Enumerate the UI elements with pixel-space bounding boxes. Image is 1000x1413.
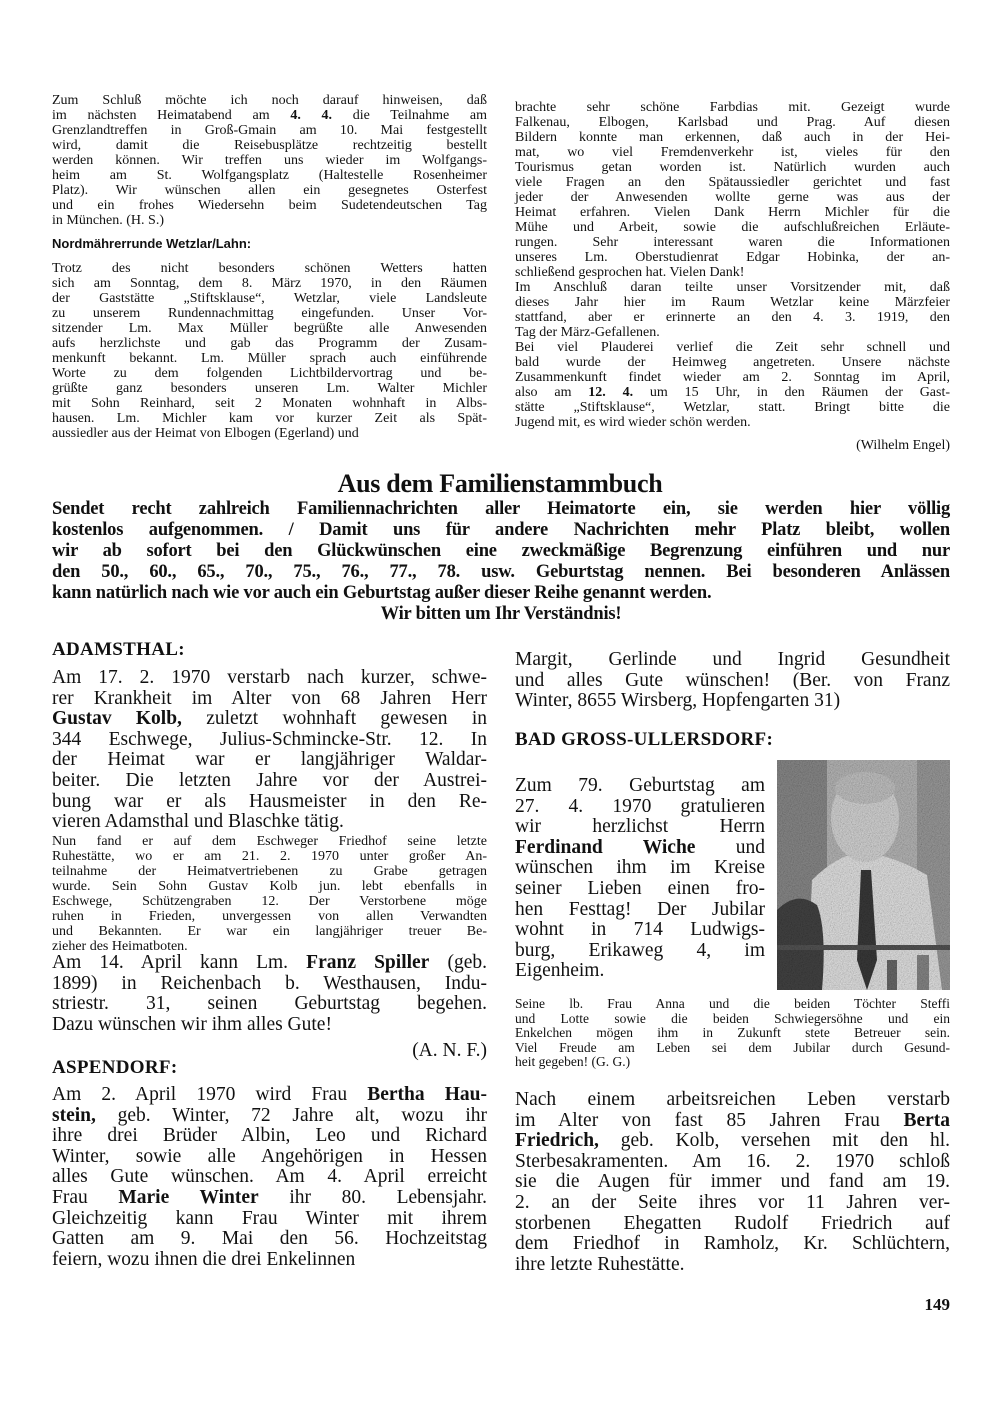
text-line: mit Sohn Reinhard, seit 2 Monaten wohnhaft in Albs- <box>52 396 487 411</box>
text-line: unseres Lm. Oberstudienrat Edgar Hobinka, der an- <box>515 250 950 265</box>
text-line: alles Gute wünschen. Am 4. April erreicht <box>52 1166 487 1188</box>
text-line: wird, damit die Reisebusplätze rechtzeitig bestellt <box>52 138 487 153</box>
text-line: Seine lb. Frau Anna und die beiden Töchter Steffi <box>515 996 950 1011</box>
text-segment: und <box>695 836 766 858</box>
text-line: Sterbesakramenten. Am 16. 2. 1970 schloß <box>515 1150 950 1172</box>
text-line: Trotz des nicht besonders schönen Wetters hatten <box>52 261 487 276</box>
text-line: hen Festtag! Der Jubilar <box>515 898 765 920</box>
text-line: aussiedler aus der Heimat von Elbogen (Egerland) und <box>52 426 359 441</box>
text-segment: geb. Kolb, versehen mit den hl. <box>598 1130 950 1152</box>
text-line: Mühe und Arbeit, sowie die aufschlußreichen Erläute- <box>515 220 950 235</box>
text-line: Eschwege, Schützengraben 12. Der Verstorbene möge <box>52 894 487 909</box>
text-line: und alles Gute wünschen! (Ber. von Franz <box>515 669 950 691</box>
text-line: vieren Adamsthal und Blaschke tätig. <box>52 811 344 833</box>
text-line: grüßte ganz besonders unseren Lm. Walter Michler <box>52 381 487 396</box>
notice-gustav-kolb-details <box>52 834 487 954</box>
text-line: dem Friedhof in Ramholz, Kr. Schlüchtern, <box>515 1233 950 1255</box>
text-line: seiner Lieben einen fro- <box>515 877 765 899</box>
text-line <box>515 838 765 859</box>
text-line: Zum 79. Geburtstag am <box>515 775 765 796</box>
bold-name: 4. 4. <box>290 108 333 123</box>
photo-caption <box>515 997 950 1070</box>
author-signature: (Wilhelm Engel) <box>856 438 950 453</box>
text-line <box>52 1188 487 1209</box>
place-heading-adamsthal: ADAMSTHAL: <box>52 639 185 660</box>
text-line: Winter, 8655 Wirsberg, Hopfengarten 31) <box>515 690 841 712</box>
text-line: wünschen ihm im Kreise <box>515 857 765 879</box>
text-line: Eigenheim. <box>515 960 605 982</box>
text-line: Bildern konnte man erkennen, daß auch in der Hei- <box>515 130 950 145</box>
text-line: Worte zu dem folgenden Lichtbildervortrag und be- <box>52 366 487 381</box>
text-line: und ein frohes Wiedersehn beim Sudetendeutschen Tag <box>52 198 487 213</box>
text-segment: (geb. <box>429 952 487 973</box>
text-line: sitzender Lm. Max Müller begrüßte alle Anwesenden <box>52 321 487 336</box>
notice-berta-friedrich <box>515 1090 950 1275</box>
notice-franz-spiller <box>52 953 487 1035</box>
text-line <box>52 709 487 730</box>
text-segment: also am <box>515 385 589 400</box>
bold-name: 12. 4. <box>588 385 634 400</box>
text-segment: geb. Winter, 72 Jahre alt, wozu ihr <box>95 1104 487 1126</box>
text-line: teilnahme der Heimatvertriebenen zu Grabe getragen <box>52 864 487 879</box>
text-line: und Lotte sowie die beiden Schwiegersöhne und ein <box>515 1010 950 1026</box>
article-closing-paragraph <box>52 93 487 228</box>
text-line: striestr. 31, seinen Geburtstag begehen. <box>52 993 487 1015</box>
text-line: jeder der Anwesenden wollte gerne was aus der <box>515 190 950 205</box>
text-line: und Bekannten. Er war ein langjähriger treuer Be- <box>52 924 487 939</box>
place-heading-aspendorf: ASPENDORF: <box>52 1057 178 1078</box>
text-line: Heimat erfahren. Vielen Dank Herrn Michler für die <box>515 205 950 220</box>
text-segment: im nächsten Heimatabend am <box>52 108 291 123</box>
text-line: stätte „Stiftsklause“, Wetzlar, statt. Bringt bitte die <box>515 400 950 415</box>
text-segment: die Teilnahme am <box>332 108 488 123</box>
text-line <box>515 1111 950 1132</box>
text-line: Bei viel Plauderei verlief die Zeit sehr schnell und <box>515 340 950 355</box>
text-line: Tag der März-Gefallenen. <box>515 325 660 340</box>
text-line: sich am Sonntag, dem 8. März 1970, in den Räumen <box>52 276 487 291</box>
text-line: Tourismus getan worden ist. Natürlich wurden auch <box>515 160 950 175</box>
text-line: viele Fragen an den Spätaussiedler gerichtet und fast <box>515 175 950 190</box>
author-signature: (A. N. F.) <box>412 1040 487 1061</box>
text-segment: Am 2. April 1970 wird Frau <box>52 1084 368 1105</box>
text-line: Am 17. 2. 1970 verstarb nach kurzer, schwe- <box>52 667 487 688</box>
notice-aspendorf-continued <box>515 650 950 712</box>
intro-notice <box>52 499 950 625</box>
text-line: heit gegeben! (G. G.) <box>515 1054 631 1069</box>
text-line <box>52 953 487 974</box>
text-line: rungen. Sehr interessant waren die Informationen <box>515 235 950 250</box>
text-line: hausen. Lm. Michler kam vor kurzer Zeit als Spät- <box>52 411 487 426</box>
text-line: wohnt in 714 Ludwigs- <box>515 919 765 941</box>
text-line: feiern, wozu ihnen die drei Enkelinnen <box>52 1248 356 1270</box>
article-wetzlar-right <box>515 100 950 430</box>
text-line: beiter. Die letzten Jahre vor der Austrei- <box>52 769 487 791</box>
text-line: Winter, sowie alle Angehörigen in Hessen <box>52 1145 487 1167</box>
text-line: Ruhestätte, wo er am 21. 2. 1970 unter großer An- <box>52 849 487 864</box>
text-line: kostenlos aufgenommen. / Damit uns für andere Nachrichten mehr Platz bleibt, wollen <box>52 520 950 540</box>
text-line <box>52 1085 487 1106</box>
text-line: Sendet recht zahlreich Familiennachrichten aller Heimatorte ein, sie werden hier völlig <box>52 499 950 519</box>
notice-aspendorf <box>52 1085 487 1270</box>
intro-closing: Wir bitten um Ihr Verständnis! <box>380 604 622 624</box>
text-line: Nach einem arbeitsreichen Leben verstarb <box>515 1089 950 1110</box>
text-line: sie die Augen für immer und fand am 19. <box>515 1171 950 1193</box>
text-line: schließend gesprochen hat. Vielen Dank! <box>515 265 745 280</box>
text-line <box>52 1106 487 1127</box>
text-line: wurde. Sein Sohn Gustav Kolb jun. lebt ebenfalls in <box>52 879 487 894</box>
bold-name: Bertha Hau- <box>367 1084 487 1105</box>
bold-name: stein, <box>52 1104 96 1126</box>
text-line: Gleichzeitig kann Frau Winter mit ihrem <box>52 1207 487 1229</box>
text-segment: Frau <box>52 1186 119 1208</box>
notice-ferdinand-wiche <box>515 776 765 982</box>
section-heading-nordmaehrerrunde: Nordmährerrunde Wetzlar/Lahn: <box>52 236 252 251</box>
text-segment: um 15 Uhr, in den Räumen der Gast- <box>633 385 951 400</box>
text-line: Gatten am 9. Mai den 56. Hochzeitstag <box>52 1228 487 1250</box>
text-line: rer Krankheit im Alter von 68 Jahren Herr <box>52 687 487 709</box>
text-line: der Heimat war er langjähriger Waldar- <box>52 749 487 771</box>
text-line: ihre letzte Ruhestätte. <box>515 1253 685 1275</box>
text-line: stattfand, aber er erinnerte an den 4. 3. 1919, den <box>515 310 950 325</box>
bold-name: Ferdinand Wiche <box>515 836 696 858</box>
place-heading-bad-gross-ullersdorf: BAD GROSS-ULLERSDORF: <box>515 729 774 750</box>
bold-name: Marie Winter <box>118 1186 259 1208</box>
text-segment: im Alter von fast 85 Jahren Frau <box>515 1109 904 1131</box>
text-line: Im Anschluß daran teilte unser Vorsitzender mit, daß <box>515 280 950 295</box>
intro-text <box>52 499 950 604</box>
text-line: Nun fand er auf dem Eschweger Friedhof seine letzte <box>52 834 487 849</box>
text-line: 1899) in Reichenbach b. Westhausen, Indu- <box>52 972 487 994</box>
text-line: kann natürlich nach wie vor auch ein Geburtstag außer dieser Reihe genannt werden. <box>52 583 712 603</box>
bold-name: Franz Spiller <box>306 952 430 973</box>
text-line: dieses Jahr hier im Raum Wetzlar keine Märzfeier <box>515 295 950 310</box>
notice-gustav-kolb <box>52 668 487 833</box>
text-line: storbenen Ehegatten Rudolf Friedrich auf <box>515 1212 950 1234</box>
text-line: Zusammenkunft findet wieder am 2. Sonntag im April, <box>515 370 950 385</box>
text-line: werden können. Wir treffen uns wieder im Wolfgangs- <box>52 153 487 168</box>
text-line: zieher des Heimatboten. <box>52 939 188 954</box>
text-segment: Am 14. April kann Lm. <box>52 952 307 973</box>
text-line: in München. (H. S.) <box>52 213 164 228</box>
text-line: der Gaststätte „Stiftsklause“, Wetzlar, viele Landsleute <box>52 291 487 306</box>
article-wetzlar-left <box>52 261 487 441</box>
text-line: menkunft bekannt. Lm. Müller sprach auch einführende <box>52 351 487 366</box>
text-line: Margit, Gerlinde und Ingrid Gesundheit <box>515 649 950 670</box>
text-line: mat, wo viel Fremdenverkehr ist, vieles für den <box>515 145 950 160</box>
bold-name: Friedrich, <box>515 1130 599 1152</box>
bold-name: Berta <box>903 1109 950 1131</box>
portrait-photo <box>777 760 950 990</box>
text-line: zu unserem Rundennachmittag eingefunden. Unser Vor- <box>52 306 487 321</box>
text-line: ihre drei Brüder Albin, Leo und Richard <box>52 1125 487 1147</box>
text-line: heim am St. Wolfgangsplatz (Haltestelle Rosenheimer <box>52 168 487 183</box>
text-segment: zuletzt wohnhaft gewesen in <box>181 708 487 730</box>
text-line: 344 Eschwege, Julius-Schmincke-Str. 12. In <box>52 728 487 750</box>
text-line: Dazu wünschen wir ihm alles Gute! <box>52 1013 332 1035</box>
text-line: Platz). Wir wünschen allen ein gesegnetes Osterfest <box>52 183 487 198</box>
text-line: Viel Freude am Leben sei dem Jubilar durch Gesund- <box>515 1039 950 1055</box>
text-line: wir herzlichst Herrn <box>515 816 765 838</box>
text-line <box>515 385 950 400</box>
page-title: Aus dem Familienstammbuch <box>337 469 663 498</box>
text-line: Grenzlandtreffen in Groß-Gmain am 10. Mai festgestellt <box>52 123 487 138</box>
text-line: Falkenau, Elbogen, Karlsbad und Prag. Auf diesen <box>515 115 950 130</box>
bold-name: Gustav Kolb, <box>52 708 182 730</box>
text-line: ruhen in Frieden, unvergessen von allen Verwandten <box>52 909 487 924</box>
text-line <box>515 1131 950 1152</box>
text-line: den 50., 60., 65., 70., 75., 76., 77., 78. usw. Geburtstag nennen. Bei besonderen Anlässen <box>52 562 950 582</box>
text-line: bald wurde der Heimweg angetreten. Unsere nächste <box>515 355 950 370</box>
text-line: bung war er als Hausmeister in den Re- <box>52 790 487 812</box>
text-line: burg, Erikaweg 4, im <box>515 939 765 961</box>
text-line: wir ab sofort bei den Glückwünschen eine zweckmäßige Begrenzung einführen und nur <box>52 541 950 561</box>
text-line <box>52 108 487 123</box>
text-line: brachte sehr schöne Farbdias mit. Gezeigt wurde <box>515 100 950 115</box>
text-line: aufs herzlichste und gab das Programm der Zusam- <box>52 336 487 351</box>
text-line: Jugend mit, es wird wieder schön werden. <box>515 415 751 430</box>
text-line: Enkelchen mögen ihm in Zukunft stete Betreuer sein. <box>515 1025 950 1040</box>
text-segment: ihr 80. Lebensjahr. <box>258 1186 487 1208</box>
text-line: 2. an der Seite ihres vor 11 Jahren ver- <box>515 1191 950 1213</box>
text-line: 27. 4. 1970 gratulieren <box>515 795 765 817</box>
page-number: 149 <box>924 1295 950 1314</box>
text-line: Zum Schluß möchte ich noch darauf hinweisen, daß <box>52 93 487 108</box>
